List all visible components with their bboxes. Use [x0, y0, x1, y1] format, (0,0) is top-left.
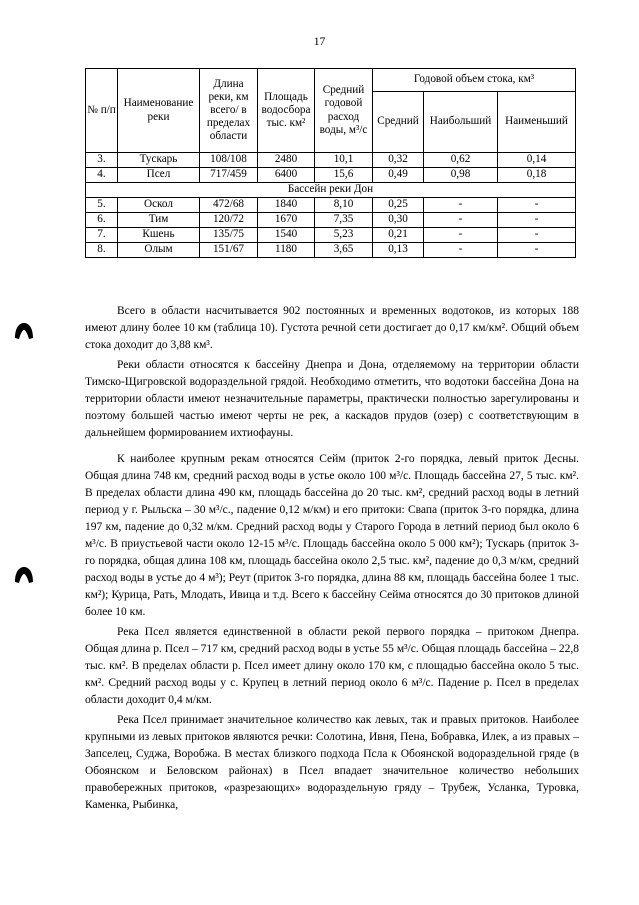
- cell-num: 8.: [86, 243, 118, 258]
- page-number: 17: [313, 36, 326, 48]
- cell-avg: 0,25: [373, 198, 424, 213]
- table-row: [86, 168, 576, 183]
- cell-name: Олым: [118, 243, 200, 258]
- table-row: [86, 198, 576, 213]
- table-row: [86, 213, 576, 228]
- cell-discharge: 3,65: [315, 243, 373, 258]
- cell-avg: 0,13: [373, 243, 424, 258]
- cell-num: 4.: [86, 168, 118, 183]
- cell-discharge: 15,6: [315, 168, 373, 183]
- cell-num: 6.: [86, 213, 118, 228]
- table-row: [86, 153, 576, 168]
- cell-min: 0,14: [498, 153, 576, 168]
- paragraph: Река Псел принимает значительное количество как левых, так и правых притоков. Наиболее крупными из левых притоков являются речки: Солотина, Ивня, Пена, Бобравка, Илек, а из правых – Запселец, Суджа, Воробжа. В местах близкого подхода Псла к Обоянской водораздельной гряде (в Обоянском и Беловском районах) в Псел впадает значительное количество небольших правобережных притоков, «разрезающих» водораздельную гряду – Трубеж, Усланка, Туровка, Каменка, Рыбинка,: [85, 714, 579, 811]
- table-row: [86, 228, 576, 243]
- cell-avg: 0,32: [373, 153, 424, 168]
- cell-length: 151/67: [200, 243, 258, 258]
- cell-avg: 0,30: [373, 213, 424, 228]
- cell-area: 1540: [258, 228, 315, 243]
- cell-name: Псел: [118, 168, 200, 183]
- header-name: Наименование реки: [118, 69, 200, 153]
- paragraph: Река Псел является единственной в области рекой первого порядка – притоком Днепра. Общая длина р. Псел – 717 км, средний расход воды в устье 55 м³/с. Общая площадь бассейна – 22,8 тыс. км². В пределах области р. Псел имеет длину около 170 км, с площадью бассейна около 5 тыс. км². Средний расход воды у с. Крупец в летний период около 6 м³/с. Падение р. Псел в пределах области доходит 0,4 м/км.: [85, 626, 579, 706]
- cell-length: 472/68: [200, 198, 258, 213]
- cell-max: 0,62: [424, 153, 498, 168]
- cell-avg: 0,21: [373, 228, 424, 243]
- cell-num: 7.: [86, 228, 118, 243]
- rivers-table: [85, 68, 576, 258]
- cell-length: 120/72: [200, 213, 258, 228]
- cell-min: 0,18: [498, 168, 576, 183]
- cell-min: -: [498, 198, 576, 213]
- header-num: № п/п: [86, 69, 118, 153]
- header-discharge: Средний годовой расход воды, м³/с: [315, 69, 373, 153]
- cell-name: Оскол: [118, 198, 200, 213]
- cell-avg: 0,49: [373, 168, 424, 183]
- cell-discharge: 7,35: [315, 213, 373, 228]
- cell-min: -: [498, 228, 576, 243]
- header-max: Наибольший: [424, 92, 498, 153]
- cell-name: Тим: [118, 213, 200, 228]
- cell-num: 5.: [86, 198, 118, 213]
- cell-length: 135/75: [200, 228, 258, 243]
- cell-max: 0,98: [424, 168, 498, 183]
- cell-area: 1840: [258, 198, 315, 213]
- cell-max: -: [424, 243, 498, 258]
- cell-discharge: 10,1: [315, 153, 373, 168]
- paragraph: Реки области относятся к бассейну Днепра и Дона, отделяемому на территории области Тимско-Щигровской водораздельной грядой. Необходимо отметить, что водотоки бассейна Дона на территории области имеют незначительные параметры, практически полностью зарегулированы и поэтому большей частью имеют черты не рек, а каскадов прудов (озер) с соответствующим в дальнейшем формированием ихтиофауны.: [85, 359, 579, 439]
- header-length: Длина реки, км всего/ в пределах области: [200, 69, 258, 153]
- cell-max: -: [424, 228, 498, 243]
- paragraph: К наиболее крупным рекам относятся Сейм (приток 2-го порядка, левый приток Десны. Общая длина 748 км, средний расход воды в устье около 100 м³/с. Площадь бассейна 27, 5 тыс. км². В пределах области длина 490 км, площадь бассейна до 20 тыс. км², средний расход воды в летний период у г. Рыльска – 30 м³/с., падение 0,12 м/км) и его притоки: Свапа (приток 3-го порядка, длина 197 км, падение до 0,32 м/км. Средний расход воды у Старого Города в летний период был около 6 м³/с. В приустьевой части около 12-15 м³/с. Площадь бассейна около 5 000 км²); Тускарь (приток 3-го порядка, общая длина 108 км, площадь бассейна около 2,5 тыс. км², падение до 0,3 м/км, средний расход воды в устье до 4 м³); Реут (приток 3-го порядка, длина 88 км, площадь бассейна более 1 тыс. км²); Курица, Рать, Млодать, Ивица и т.д. Всего к бассейну Сейма относятся до 30 притоков длиной более 10 км.: [85, 453, 579, 618]
- cell-max: -: [424, 213, 498, 228]
- cell-max: -: [424, 198, 498, 213]
- cell-area: 1670: [258, 213, 315, 228]
- header-area: Площадь водосбора тыс. км²: [258, 69, 315, 153]
- text-block-lower: [85, 451, 579, 817]
- punch-hole-mark: [15, 566, 33, 584]
- cell-discharge: 5,23: [315, 228, 373, 243]
- paragraph: Всего в области насчитывается 902 постоянных и временных водотоков, из которых 188 имеют длину более 10 км (таблица 10). Густота речной сети достигает до 0,17 км/км². Общий объем стока доходит до 3,88 км³.: [85, 305, 579, 351]
- cell-length: 717/459: [200, 168, 258, 183]
- cell-area: 6400: [258, 168, 315, 183]
- cell-discharge: 8,10: [315, 198, 373, 213]
- cell-min: -: [498, 243, 576, 258]
- header-avg: Средний: [373, 92, 424, 153]
- basin-title: Бассейн реки Дон: [86, 183, 576, 198]
- cell-num: 3.: [86, 153, 118, 168]
- cell-length: 108/108: [200, 153, 258, 168]
- cell-name: Кшень: [118, 228, 200, 243]
- text-block-upper: [85, 303, 579, 445]
- cell-area: 2480: [258, 153, 315, 168]
- header-annual-volume: Годовой объем стока, км³: [373, 69, 576, 92]
- cell-area: 1180: [258, 243, 315, 258]
- punch-hole-mark: [15, 322, 33, 340]
- table-row: [86, 243, 576, 258]
- cell-name: Тускарь: [118, 153, 200, 168]
- header-min: Наименьший: [498, 92, 576, 153]
- cell-min: -: [498, 213, 576, 228]
